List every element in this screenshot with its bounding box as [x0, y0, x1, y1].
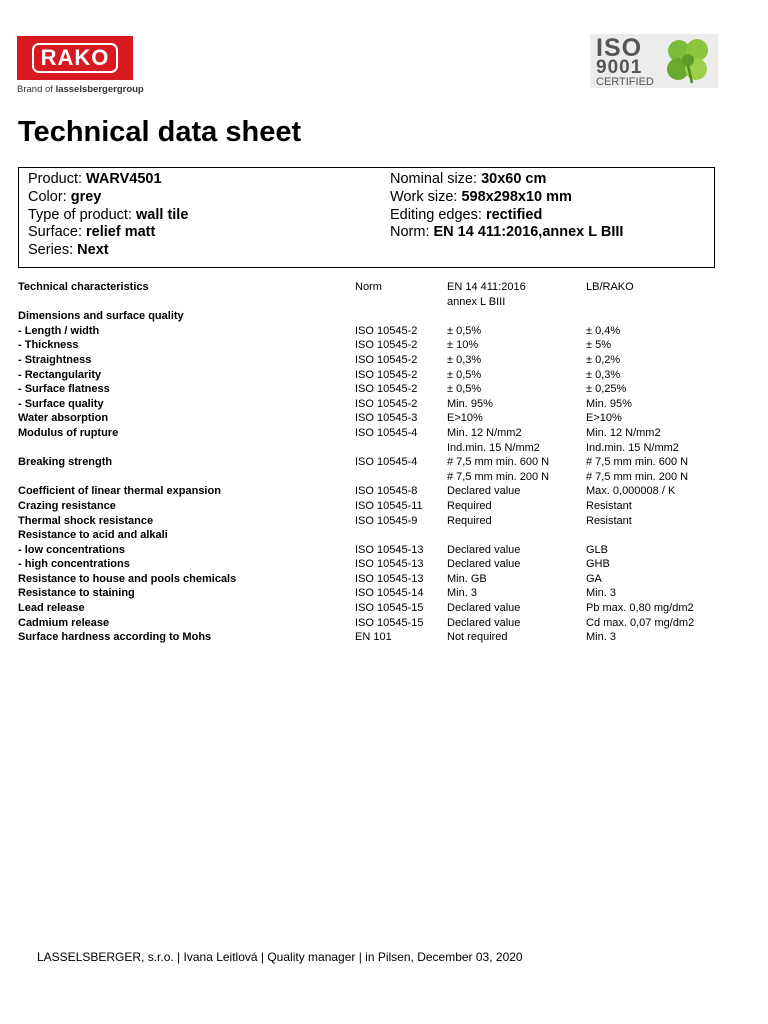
norm-cell: ISO 10545-2: [355, 324, 418, 337]
requirement-cell: Min. 95%: [447, 397, 493, 410]
technical-characteristics-table: [18, 280, 738, 645]
requirement-cell: Declared value: [447, 485, 521, 498]
norm-cell: Norm: [355, 281, 382, 293]
table-row: [18, 295, 738, 310]
product-field-label: Editing edges:: [390, 206, 486, 223]
norm-cell: ISO 10545-3: [355, 412, 418, 425]
product-field-label: Type of product:: [28, 206, 137, 223]
product-field-label: Nominal size:: [390, 171, 482, 187]
norm-cell: ISO 10545-13: [355, 558, 424, 571]
table-row: [18, 411, 738, 426]
norm-cell: ISO 10545-2: [355, 383, 418, 396]
product-field-value: wall tile: [136, 206, 189, 223]
norm-cell: EN 101: [355, 631, 392, 644]
requirement-cell: Declared value: [447, 543, 521, 556]
value-cell: Min. 12 N/mm2: [586, 426, 661, 439]
norm-cell: ISO 10545-11: [355, 499, 423, 512]
norm-cell: ISO 10545-14: [355, 587, 424, 600]
value-cell: E>10%: [586, 412, 622, 425]
requirement-cell: Declared value: [447, 558, 521, 571]
product-field-label: Product:: [28, 171, 87, 187]
norm-cell: ISO 10545-13: [355, 543, 424, 556]
table-row: [18, 368, 738, 383]
value-cell: Resistant: [586, 514, 632, 527]
requirement-cell: ± 0,5%: [447, 383, 482, 396]
value-cell: Min. 95%: [586, 397, 632, 410]
characteristic-cell: Resistance to acid and alkali: [18, 529, 168, 542]
requirement-cell: E>10%: [447, 412, 483, 425]
table-row: [18, 353, 738, 368]
product-field: [28, 207, 188, 225]
norm-cell: ISO 10545-4: [355, 426, 418, 439]
value-cell: Cd max. 0,07 mg/dm2: [586, 616, 695, 629]
characteristic-cell: Technical characteristics: [18, 281, 149, 293]
requirement-cell: Declared value: [447, 616, 521, 629]
value-cell: Min. 3: [586, 631, 616, 644]
requirement-cell: EN 14 411:2016: [447, 281, 526, 293]
iso-line3: CERTIFIED: [596, 76, 654, 88]
product-field: [390, 207, 623, 225]
characteristic-cell: Lead release: [18, 602, 85, 615]
product-field-label: Series:: [28, 242, 78, 259]
table-row: [18, 397, 738, 412]
requirement-cell: ± 0,5%: [447, 324, 482, 337]
value-cell: Pb max. 0,80 mg/dm2: [586, 602, 694, 615]
characteristic-cell: Water absorption: [18, 412, 109, 425]
norm-cell: ISO 10545-2: [355, 397, 418, 410]
value-cell: LB/RAKO: [586, 281, 634, 293]
requirement-cell: annex L BIII: [447, 295, 506, 308]
value-cell: Min. 3: [586, 587, 616, 600]
table-row: [18, 338, 738, 353]
characteristic-cell: Surface hardness according to Mohs: [18, 631, 212, 644]
product-field: [28, 242, 188, 260]
product-field-value: WARV4501: [86, 171, 162, 187]
brand-line: [17, 84, 144, 95]
product-field-value: relief matt: [86, 224, 156, 241]
characteristic-cell: Resistance to staining: [18, 587, 135, 600]
norm-cell: ISO 10545-9: [355, 514, 418, 527]
page-title: Technical data sheet: [18, 116, 302, 148]
brand-prefix: Brand of: [17, 84, 56, 95]
iso-line2: 9001: [596, 57, 643, 78]
value-cell: ± 0,3%: [586, 368, 621, 381]
table-row: [18, 514, 738, 529]
characteristic-cell: Thermal shock resistance: [18, 514, 154, 527]
product-field-value: Next: [77, 242, 109, 259]
characteristic-cell: Crazing resistance: [18, 499, 116, 512]
norm-cell: ISO 10545-2: [355, 339, 418, 352]
table-row: [18, 280, 738, 295]
characteristic-cell: - Thickness: [18, 339, 79, 352]
characteristic-cell: - Straightness: [18, 353, 92, 366]
iso-certificate-badge: [590, 34, 718, 88]
requirement-cell: ± 10%: [447, 339, 479, 352]
product-field-label: Color:: [28, 188, 71, 205]
table-row: [18, 572, 738, 587]
product-field-label: Norm:: [390, 224, 434, 241]
logo-text: RAKO: [32, 43, 119, 73]
requirement-cell: # 7,5 mm min. 200 N: [447, 470, 550, 483]
clover-icon: [662, 37, 714, 85]
table-row: [18, 528, 738, 543]
product-field-label: Surface:: [28, 224, 87, 241]
requirement-cell: Min. GB: [447, 572, 487, 585]
value-cell: GLB: [586, 543, 609, 556]
table-row: [18, 601, 738, 616]
requirement-cell: Required: [447, 514, 492, 527]
table-row: [18, 324, 738, 339]
value-cell: GHB: [586, 558, 610, 571]
characteristic-cell: Breaking strength: [18, 456, 113, 469]
product-field-label: Work size:: [390, 188, 462, 205]
value-cell: # 7,5 mm min. 200 N: [586, 470, 689, 483]
characteristic-cell: Dimensions and surface quality: [18, 310, 184, 323]
characteristic-cell: Coefficient of linear thermal expansion: [18, 485, 221, 498]
characteristic-cell: - Surface quality: [18, 397, 104, 410]
value-cell: Max. 0,000008 / K: [586, 485, 676, 498]
iso-line1: ISO: [596, 34, 643, 62]
product-field: [390, 224, 623, 242]
product-field: [28, 171, 188, 189]
norm-cell: ISO 10545-15: [355, 602, 424, 615]
value-cell: ± 5%: [586, 339, 611, 352]
product-field-value: rectified: [485, 206, 543, 223]
value-cell: Ind.min. 15 N/mm2: [586, 441, 679, 454]
characteristic-cell: - low concentrations: [18, 543, 125, 556]
norm-cell: ISO 10545-8: [355, 485, 418, 498]
table-row: [18, 382, 738, 397]
table-row: [18, 455, 738, 470]
product-field-value: 598x298x10 mm: [461, 188, 572, 205]
requirement-cell: Required: [447, 499, 492, 512]
product-field: [28, 189, 188, 207]
requirement-cell: # 7,5 mm min. 600 N: [447, 456, 550, 469]
product-field-value: 30x60 cm: [481, 171, 547, 187]
value-cell: # 7,5 mm min. 600 N: [586, 456, 689, 469]
footer-signature: LASSELSBERGER, s.r.o. | Ivana Leitlová | Quality manager | in Pilsen, December 03, 2020: [37, 950, 523, 964]
product-field-value: EN 14 411:2016,annex L BIII: [433, 224, 624, 241]
requirement-cell: Not required: [447, 631, 508, 644]
product-field: [390, 171, 623, 189]
characteristic-cell: - high concentrations: [18, 558, 130, 571]
requirement-cell: Ind.min. 15 N/mm2: [447, 441, 540, 454]
table-row: [18, 470, 738, 485]
table-row: [18, 616, 738, 631]
value-cell: ± 0,2%: [586, 353, 621, 366]
requirement-cell: ± 0,3%: [447, 353, 482, 366]
table-row: [18, 557, 738, 572]
norm-cell: ISO 10545-15: [355, 616, 424, 629]
value-cell: GA: [586, 572, 602, 585]
norm-cell: ISO 10545-13: [355, 572, 424, 585]
characteristic-cell: - Length / width: [18, 324, 100, 337]
norm-cell: ISO 10545-2: [355, 353, 418, 366]
table-row: [18, 586, 738, 601]
product-info-right: [390, 171, 623, 242]
brand-name: lasselsbergergroup: [55, 84, 144, 95]
table-row: [18, 484, 738, 499]
product-field: [28, 224, 188, 242]
product-info-left: [28, 171, 188, 260]
value-cell: Resistant: [586, 499, 632, 512]
table-row: [18, 630, 738, 645]
table-row: [18, 499, 738, 514]
requirement-cell: Min. 3: [447, 587, 477, 600]
table-row: [18, 309, 738, 324]
product-field: [390, 189, 623, 207]
table-row: [18, 426, 738, 441]
value-cell: ± 0,25%: [586, 383, 627, 396]
requirement-cell: Min. 12 N/mm2: [447, 426, 522, 439]
table-row: [18, 543, 738, 558]
product-info-box: [18, 167, 715, 268]
requirement-cell: Declared value: [447, 602, 521, 615]
product-field-value: grey: [70, 188, 102, 205]
characteristic-cell: Cadmium release: [18, 616, 110, 629]
value-cell: ± 0,4%: [586, 324, 621, 337]
rako-logo: [17, 36, 133, 80]
characteristic-cell: Resistance to house and pools chemicals: [18, 572, 237, 585]
requirement-cell: ± 0,5%: [447, 368, 482, 381]
characteristic-cell: Modulus of rupture: [18, 426, 119, 439]
characteristic-cell: - Rectangularity: [18, 368, 102, 381]
norm-cell: ISO 10545-2: [355, 368, 418, 381]
characteristic-cell: - Surface flatness: [18, 383, 110, 396]
norm-cell: ISO 10545-4: [355, 456, 418, 469]
table-row: [18, 441, 738, 456]
